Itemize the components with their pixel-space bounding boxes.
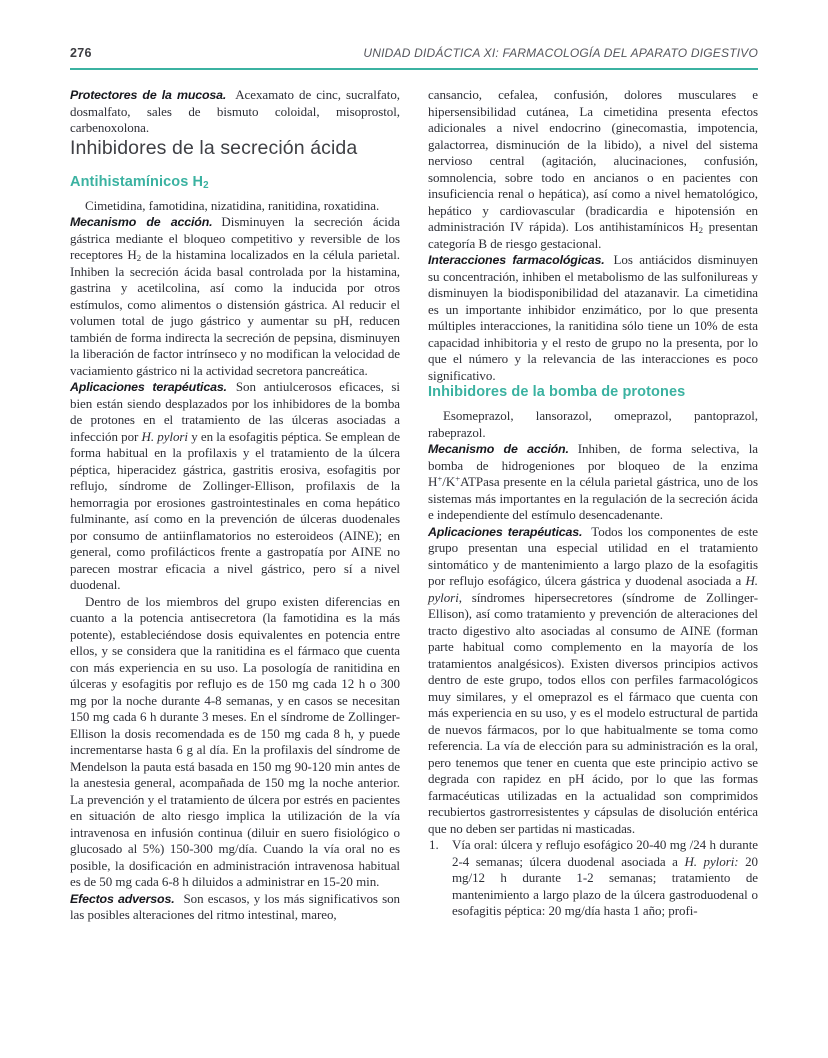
right-column — [428, 87, 758, 924]
left-column — [70, 87, 400, 924]
paragraph-aplicaciones-terapeuticas-h2: Aplicaciones terapéuticas. Son antiulcerosos eficaces, si bien están siendo desplazados por los inhibidores de la bomba de protones en el tratamiento de las úlceras asociadas a infección por H. pylori y en la esofagitis péptica. Se emplean de forma habitual en la profilaxis y el tratamiento de la úlcera péptica, hiperacidez gástrica, gastritis erosiva, esofagitis por reflujo, síndrome de Zollinger-Ellison, profilaxis de la hemorragia por erosiones gastrointestinales en coma hepático fulminante, así como en la prevención de úlceras duodenales por consumo de antiinflamatorios no esteroideos (AINE); en general, como profilácticos frente a gastropatía por AINE no parecen mostrar eficacia a nivel gástrico, pero sí a nivel duodenal. — [70, 379, 400, 592]
two-column-layout — [70, 87, 758, 924]
paragraph-mecanismo-accion-ibp: Mecanismo de acción. Inhiben, de forma selectiva, la bomba de hidrogeniones por bloqueo de la enzima H+/K+ATPasa presente en la célula parietal gástrica, uno de los sistemas más importantes en la regulación de la secreción ácida e independiente del estímulo desencadenante. — [428, 441, 759, 522]
numbered-list-item-via-oral — [428, 837, 758, 920]
subheading-antihistaminicos-h2: Antihistamínicos $H_2$ — [70, 173, 209, 191]
paragraph-efectos-adversos: Efectos adversos. Son escasos, y los más significativos son las posibles alteraciones del ritmo intestinal, mareo, — [70, 890, 401, 922]
paragraph-dentro-del-grupo: Dentro de los miembros del grupo existen diferencias en cuanto a la potencia antisecretora (la famotidina es la más potente), estableciéndose dosis equivalentes en potencia entre ellos, y se considera que la ranitidina es el fármaco que cuenta con más experiencia en su uso. La posología de ranitidina en úlceras y esofagitis por reflujo es de 150 mg cada 12 h o 300 mg por la noche durante 4-8 semanas, y en casos se necesitan 150 mg cada 6 h durante 3 meses. En el síndrome de Zollinger-Ellison la dosis recomendada es de 150 mg cada 8 h, y puede incrementarse hasta 6 g al día. En la profilaxis del síndrome de Mendelson la pauta está basada en 150 mg 90-120 min antes de la anestesia general, acompañada de 150 mg la noche anterior. La prevención y el tratamiento de úlcera por estrés en pacientes en situación de alto riesgo implica la utilización de la vía intravenosa en infusión continua (diluir en suero fisiológico o glucosado al 5%) 150-300 mg/día. Cuando la vía oral no es posible, la dosificación en administración intravenosa habitual es de 50 mg cada 6-8 h diluidos a administrar en 15-20 min. — [70, 593, 400, 889]
paragraph-mecanismo-accion-h2: Mecanismo de acción. Disminuyen la secreción ácida gástrica mediante el bloqueo competitivo y reversible de los receptores $H_2$ de la histamina localizados en la célula parietal. Inhiben la secreción ácida basal controlada por la histamina, gastrina y acetilcolina, así como la inducida por otros estímulos, como alimentos o distensión gástrica. Al reducir el volumen total de jugo gástrico y aumentar su pH, reducen también de forma indirecta la secreción de pepsina, disminuyen la liberación de factor intrínseco y no modifican la velocidad de vaciamiento gástrico ni la actividad secretora pancreática. — [70, 214, 400, 378]
running-title: UNIDAD DIDÁCTICA XI: FARMACOLOGÍA DEL APARATO DIGESTIVO — [363, 46, 758, 60]
paragraph-farmacos-h2: Cimetidina, famotidina, nizatidina, ranitidina, roxatidina. — [85, 197, 380, 213]
paragraph-efectos-adversos-continuacion: cansancio, cefalea, confusión, dolores musculares e hipersensibilidad cutánea, La cimetidina presenta efectos adicionales a nivel endocrino (ginecomastia, impotencia, galactorrea, disminución de la libido), a nivel del sistema nervioso central (agitación, alucinaciones, confusión, somnolencia, sobre todo en ancianos o en pacientes con insuficiencia renal o hepática), así como a nivel hematológico, hepático y cardiovascular (bradicardia e hipotensión en administración IV rápida). Los antihistamínicos $H_2$ presentan categoría B de riesgo gestacional. — [428, 87, 759, 251]
list-item-text: Vía oral: úlcera y reflujo esofágico 20-40 mg /24 h durante 2-4 semanas; úlcera duodenal asociada a H. pylori: 20 mg/12 h durante 1-2 semanas; tratamiento de mantenimiento a largo plazo de la úlcera gastroduodenal o esofagitis péptica: 20 mg/día hasta 1 año; profi- — [452, 837, 758, 918]
list-item-marker: 1. — [429, 837, 439, 852]
paragraph-interacciones-farmacologicas: Interacciones farmacológicas. Los antiácidos disminuyen su concentración, inhiben el metabolismo de las sulfonilureas y disminuyen la biodisponibilidad del atazanavir. La cimetidina es un importante inhibidor enzimático, por lo que presenta múltiples interacciones, la ranitidina sólo tiene un 10% de esta capacidad inhibitoria y el resto de grupo no la presenta, por lo que el número y la relevancia de las interacciones es poco significativo. — [428, 252, 758, 383]
paragraph-aplicaciones-terapeuticas-ibp: Aplicaciones terapéuticas. Todos los componentes de este grupo presentan una especial utilidad en el tratamiento sintomático y de mantenimiento a largo plazo de la esofagitis por reflujo esofágico, úlcera gástrica y duodenal asociada a H. pylori, síndromes hipersecretores (síndrome de Zollinger-Ellison), así como tratamiento y prevención de alteraciones del tracto digestivo alto asociadas al consumo de AINE (forman parte habitual como complemento en la mayoría de los tratamientos analgésicos). Existen diversos principios activos dentro de este grupo, todos ellos con perfiles farmacológicos muy similares, y el omeprazol es el fármaco que cuenta con más experiencia en su uso, y es el modelo estructural de partida de nuevos fármacos, por lo que habitualmente se toma como referencia. La vía de elección para su administración es la oral, pero tenemos que tener en cuenta que este principio activo se degrada con rapidez en pH ácido, por lo que las formas farmacéuticas utilizadas en la actualidad son comprimidos recubiertos gastrorresistentes y cápsulas de disolución entérica que no deben ser partidas ni masticadas. — [428, 523, 758, 836]
header-rule — [70, 68, 758, 70]
paragraph-farmacos-ibp: Esomeprazol, lansorazol, omeprazol, pantoprazol, rabeprazol. — [428, 408, 758, 440]
page-header — [70, 46, 758, 60]
subheading-inhibidores-bomba-protones: Inhibidores de la bomba de protones — [428, 384, 686, 400]
page-number: 276 — [70, 46, 92, 60]
section-heading-inhibidores-secrecion: Inhibidores de la secreción ácida — [70, 136, 358, 159]
paragraph-protectores-mucosa: Protectores de la mucosa. Acexamato de cinc, sucralfato, dosmalfato, sales de bismuto coloidal, misoprostol, carbenoxolona. — [70, 87, 400, 135]
